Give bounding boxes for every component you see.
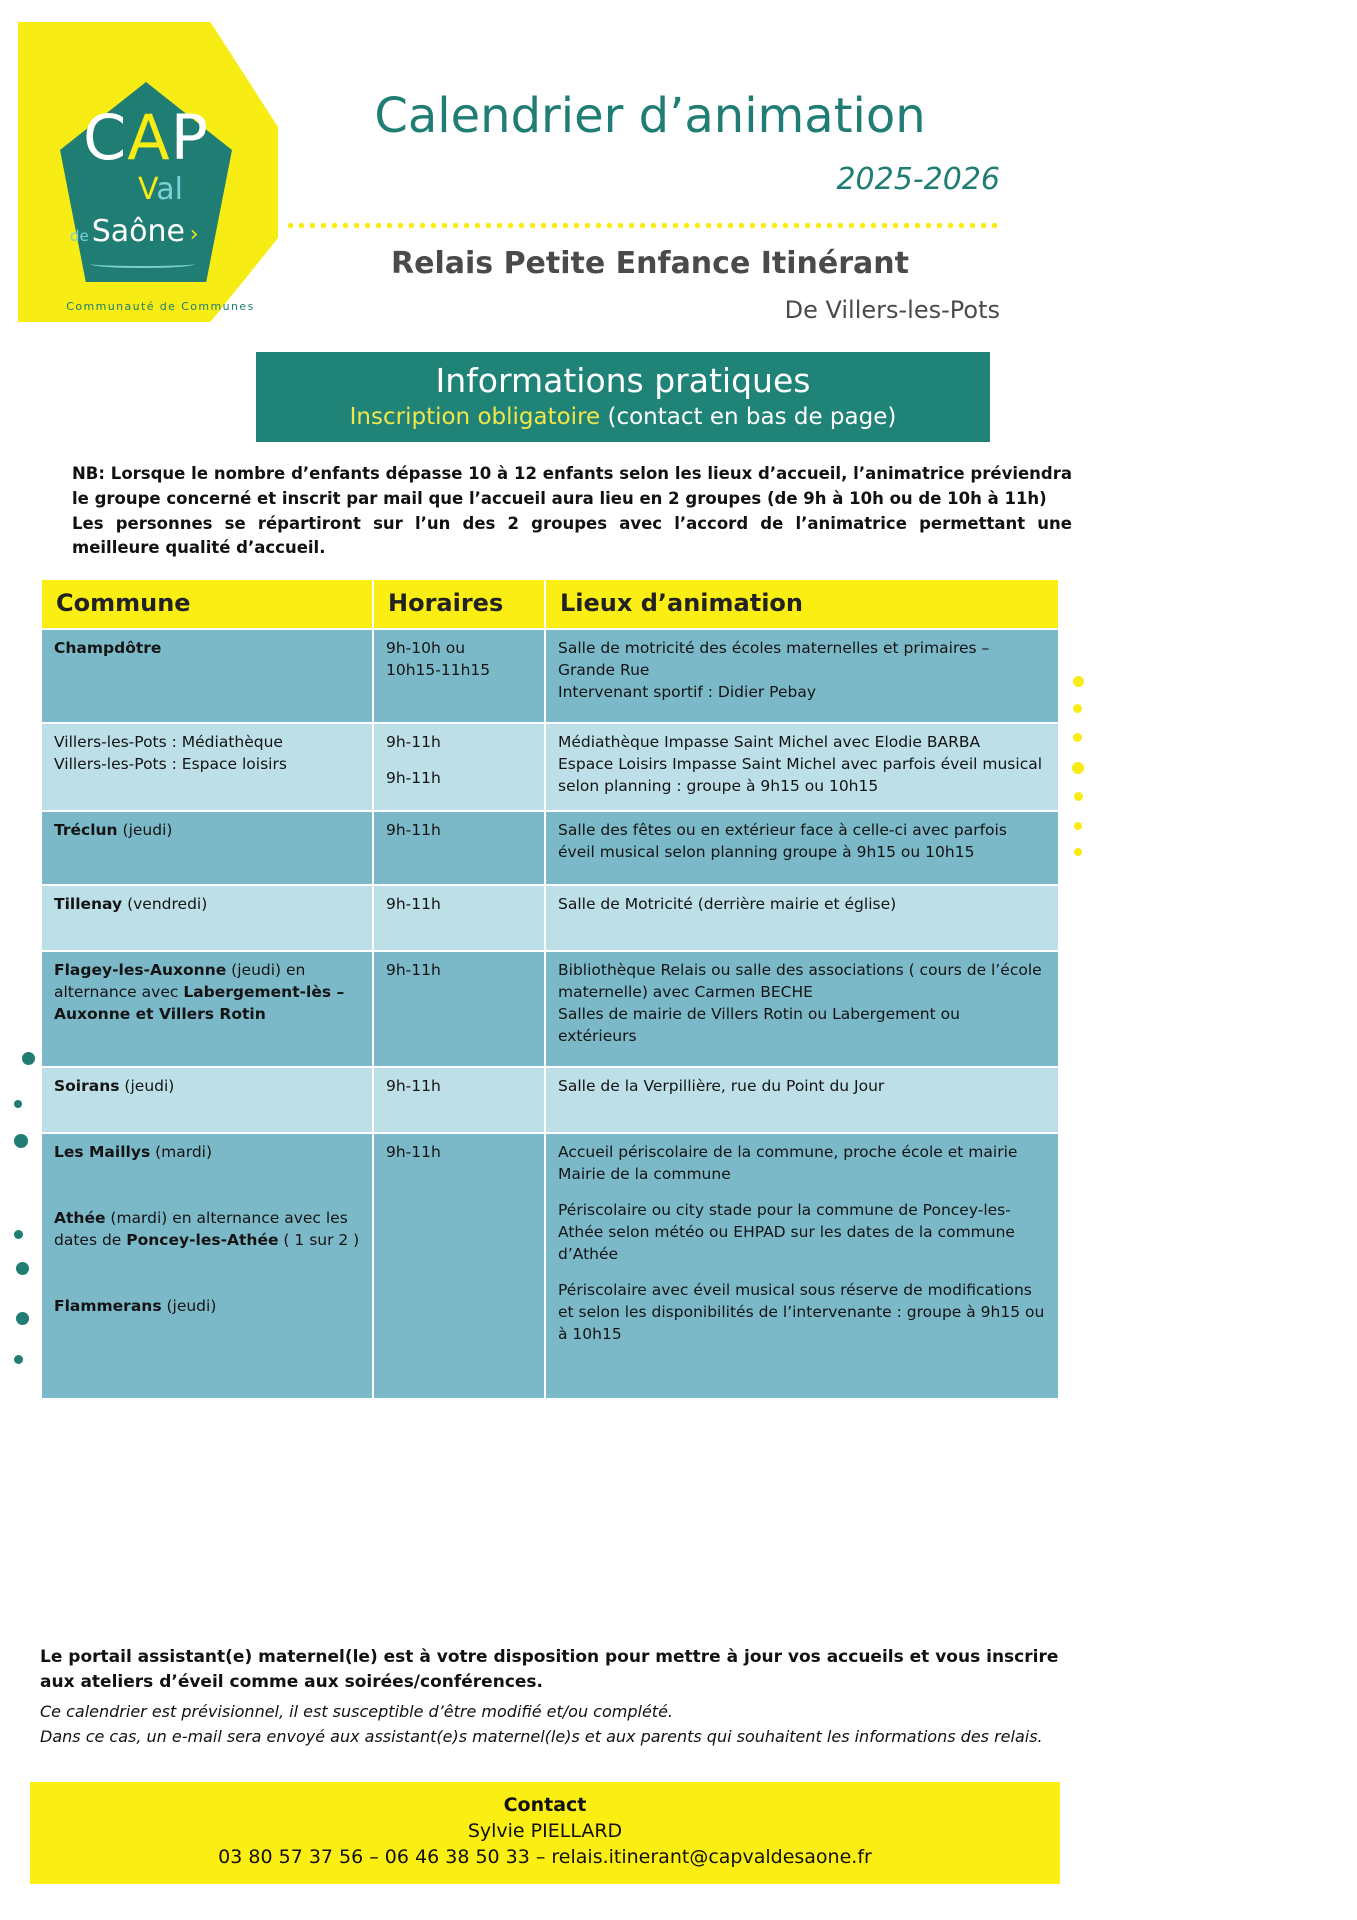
commune-name-bold: Les Maillys [54,1143,151,1162]
logo-capvaldesaone [18,22,278,322]
scan-artifact-dot [16,1262,29,1275]
spacer [558,1185,1048,1199]
page-title: Calendrier d’animation [374,88,926,144]
lieu-line: Périscolaire ou city stade pour la commune de Poncey-les-Athée selon météo ou EHPAD sur les dates de la commune d’Athée [558,1201,1015,1264]
cell-commune [41,723,373,811]
registration-required-label: Inscription obligatoire [349,403,601,430]
footer-notes [40,1645,1060,1750]
lieu-line: Salle de la Verpillière, rue du Point du Jour [558,1077,885,1096]
commune-name-2 [54,1207,362,1251]
column-header-horaires: Horaires [373,579,545,629]
nb-paragraph [72,462,1072,561]
logo-cap-text: CAP [82,101,210,174]
commune-name-suffix-3: ( 1 sur 2 ) [278,1231,360,1250]
lieu-line: Salle de motricité des écoles maternelles et primaires – [558,639,990,658]
commune-name-suffix-2: (mardi) en alternance avec les dates de [54,1209,348,1250]
commune-name-bold: Flagey-les-Auxonne [54,961,227,980]
scan-artifact-dot [14,1230,23,1239]
commune-name-bold: Tréclun [54,821,118,840]
lieu-line: Périscolaire avec éveil musical sous réserve de modifications et selon les disponibilités de l’intervenante : groupe à 9h15 ou à 10h15 [558,1281,1045,1344]
lieu-line: Grande Rue [558,661,650,680]
commune-name [54,893,362,915]
horaire-line: 9h-11h [386,895,441,914]
cell-lieux [545,885,1059,951]
commune-name-suffix: (mardi) [150,1143,213,1162]
cell-lieux [545,1067,1059,1133]
commune-name-suffix: (vendredi) [122,895,208,914]
contact-name: Sylvie PIELLARD [467,1820,623,1842]
cell-lieux [545,811,1059,885]
commune-name-suffix: (jeudi) [119,1077,175,1096]
cell-commune [41,811,373,885]
commune-name: Villers-les-Pots : Médiathèque [54,733,283,752]
cell-horaires [373,1133,545,1399]
scan-artifact-dot [14,1355,23,1364]
table-row [41,723,1059,811]
lieu-line: Accueil périscolaire de la commune, proche école et mairie [558,1143,1018,1162]
contact-details: 03 80 57 37 56 – 06 46 38 50 33 – relais.itinerant@capvaldesaone.fr [218,1846,872,1868]
logo-community-label: Communauté de Communes [66,300,255,313]
logo-saone-text [70,214,235,249]
nb-line-2: Les personnes se répartiront sur l’un des 2 groupes avec l’accord de l’animatrice permettant une meilleure qualité d’accueil. [72,513,1072,558]
cell-horaires [373,951,545,1067]
commune-name: Champdôtre [54,639,162,658]
commune-name-suffix-4: (jeudi) [161,1297,217,1316]
commune-name-suffix: (jeudi) [117,821,173,840]
table-row [41,1133,1059,1399]
cell-horaires [373,629,545,723]
scan-artifact-dot [14,1100,22,1108]
schedule-table [40,578,1060,1400]
table-row [41,811,1059,885]
scan-artifact-dot [22,1052,35,1065]
cell-commune [41,1067,373,1133]
cell-horaires [373,1067,545,1133]
lieu-line: Intervenant sportif : Didier Pebay [558,683,816,702]
contact-title: Contact [503,1794,587,1816]
cell-commune [41,885,373,951]
lieu-line: Salles de mairie de Villers Rotin ou Labergement ou [558,1005,960,1024]
commune-name [54,1075,362,1097]
commune-name [54,1141,362,1163]
cell-horaires [373,811,545,885]
horaire-line: 9h-10h ou [386,639,466,658]
scan-artifact-dot [1073,676,1084,687]
page-header [0,0,1357,340]
commune-name-bold-3: Poncey-les-Athée [126,1231,279,1250]
scan-artifact-dot [16,1312,29,1325]
logo-val-suffix: al [156,172,183,207]
registration-note [256,404,990,430]
table-row [41,629,1059,723]
dotted-divider [285,222,1003,229]
commune-name: Villers-les-Pots : Espace loisirs [54,755,287,774]
table-row [41,1067,1059,1133]
cell-lieux [545,723,1059,811]
lieu-line: extérieurs [558,1027,637,1046]
horaire-line: 9h-11h [386,961,441,980]
lieu-line: selon planning : groupe à 9h15 ou 10h15 [558,777,879,796]
email-note: Dans ce cas, un e-mail sera envoyé aux assistant(e)s maternel(le)s et aux parents qui souhaitent les informations des relais. [40,1727,1043,1747]
commune-name [54,959,362,1025]
commune-name-bold: Soirans [54,1077,120,1096]
lieu-line: Salle des fêtes ou en extérieur face à celle-ci avec parfois [558,821,1007,840]
scan-artifact-dot [1073,733,1082,742]
horaire-line: 9h-11h [386,769,441,788]
commune-name [54,819,362,841]
column-header-lieux: Lieux d’animation [545,579,1059,629]
scan-artifact-dot [1074,848,1082,856]
horaire-line: 9h-11h [386,1077,441,1096]
table-row [41,885,1059,951]
cell-commune [41,629,373,723]
practical-info-banner [256,352,990,442]
commune-name-suffix: (jeudi) en alternance avec [54,961,306,1002]
cell-horaires [373,723,545,811]
nb-line-1: NB: Lorsque le nombre d’enfants dépasse 10 à 12 enfants selon les lieux d’accueil, l’animatrice préviendra le groupe concerné et inscrit par mail que l’accueil aura lieu en 2 groupes (de 9h à 10h ou de 10h à 11h) [72,464,1072,508]
logo-underline-swash [90,260,195,268]
lieu-line: Bibliothèque Relais ou salle des associations ( cours de l’école [558,961,1042,980]
lieu-line: éveil musical selon planning groupe à 9h15 ou 10h15 [558,843,975,862]
scan-artifact-dot [1073,704,1082,713]
lieu-line: Salle de Motricité (derrière mairie et église) [558,895,897,914]
horaire-line: 10h15-11h15 [386,661,491,680]
page-subtitle: Relais Petite Enfance Itinérant [391,246,909,281]
commune-name-bold-2: Athée [54,1209,106,1228]
cell-commune [41,951,373,1067]
lieu-line: Médiathèque Impasse Saint Michel avec Elodie BARBA [558,733,981,752]
spacer [386,753,534,767]
horaire-line: 9h-11h [386,733,441,752]
logo-saone-word: Saône [91,214,186,249]
commune-name-bold-2: Labergement-lès – Auxonne et Villers Rotin [54,983,345,1024]
lieu-line: maternelle) avec Carmen BECHE [558,983,813,1002]
cell-lieux [545,1133,1059,1399]
scan-artifact-dot [14,1134,28,1148]
cell-lieux [545,951,1059,1067]
spacer [54,1251,362,1295]
logo-de-text: de [70,227,89,245]
commune-name-bold-4: Flammerans [54,1297,162,1316]
commune-name-3 [54,1295,362,1317]
scan-artifact-dot [1074,822,1082,830]
logo-val-text: Val [138,172,183,207]
cell-lieux [545,629,1059,723]
table-header-row [41,579,1059,629]
registration-contact-hint: (contact en bas de page) [600,403,897,430]
table-row [41,951,1059,1067]
cell-commune [41,1133,373,1399]
provisional-note: Ce calendrier est prévisionnel, il est susceptible d’être modifié et/ou complété. [40,1702,673,1722]
spacer [558,1265,1048,1279]
commune-name-bold: Tillenay [54,895,123,914]
practical-info-title: Informations pratiques [435,361,811,400]
lieu-line: Espace Loisirs Impasse Saint Michel avec parfois éveil musical [558,755,1043,774]
horaire-line: 9h-11h [386,821,441,840]
scan-artifact-dot [1074,792,1083,801]
chevron-right-icon: › [189,222,199,247]
horaire-line: 9h-11h [386,1143,441,1162]
portal-note: Le portail assistant(e) maternel(le) est à votre disposition pour mettre à jour vos accueils et vous inscrire aux ateliers d’éveil comme aux soirées/conférences. [40,1647,1059,1692]
cell-horaires [373,885,545,951]
column-header-commune: Commune [41,579,373,629]
scan-artifact-dot [1072,762,1084,774]
lieu-line: Mairie de la commune [558,1165,731,1184]
page-location: De Villers-les-Pots [784,296,1000,324]
spacer [54,1163,362,1207]
contact-block [30,1782,1060,1884]
page-title-year: 2025-2026 [836,162,1000,197]
